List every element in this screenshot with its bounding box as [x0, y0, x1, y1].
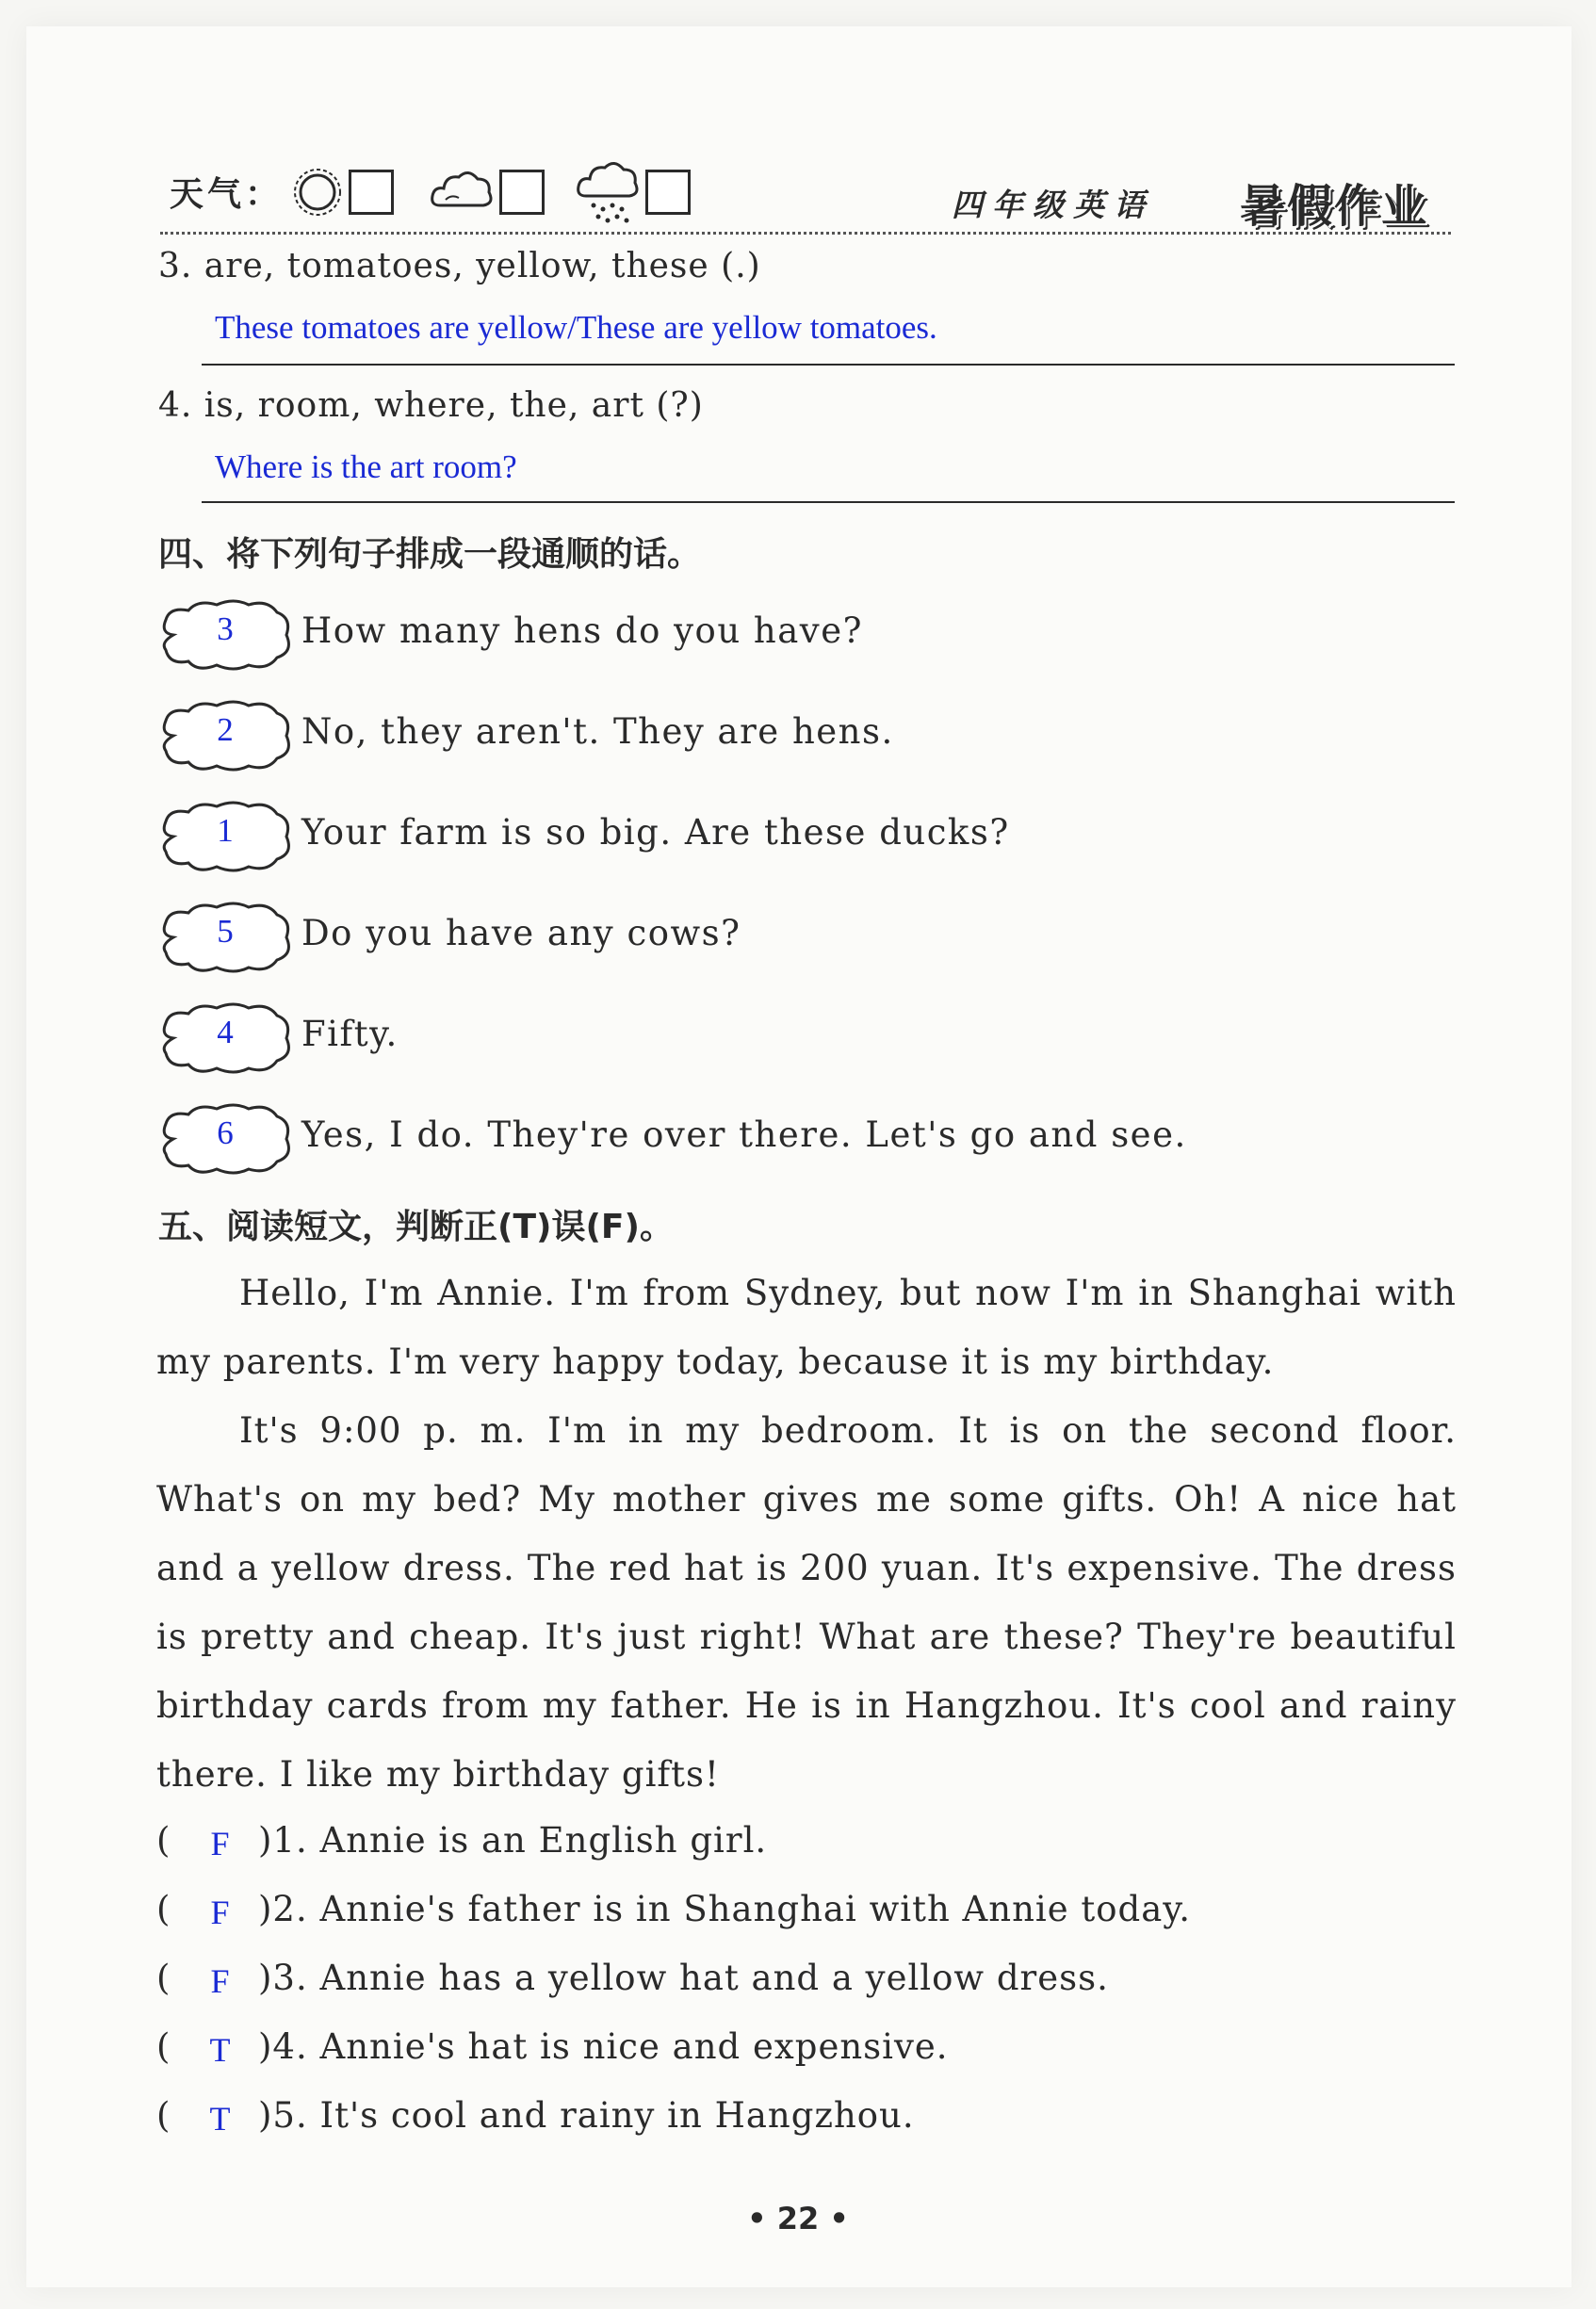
- cloud-icon: [429, 158, 497, 224]
- section-title: 四、将下列句子排成一段通顺的话。: [158, 535, 702, 574]
- order-number: 1: [217, 812, 234, 849]
- header-divider: [160, 232, 1451, 235]
- order-number: 2: [217, 711, 234, 748]
- question-prompt: 4. is, room, where, the, art (?): [158, 386, 704, 425]
- passage-paragraph: It's 9:00 p. m. I'm in my bedroom. It is on the second floor. What's on my bed? My mother gives me some gifts. Oh! A nice hat and a yellow dress. The red hat is 200 yuan. It's expensive. The dress is pretty and cheap. It's just right! What are these? They're beautiful birthday cards from my father. He is in Hangzhou. It's cool and rainy there. I like my birthday gifts!: [156, 1410, 1457, 1795]
- paren-open: (: [156, 1958, 171, 1998]
- reading-passage: [156, 1259, 1457, 1809]
- page-header: [170, 158, 1451, 234]
- answer-text: These tomatoes are yellow/These are yellow tomatoes.: [215, 309, 937, 346]
- order-sentence: Do you have any cows?: [301, 913, 741, 953]
- tf-statement: )2. Annie's father is in Shanghai with Annie today.: [258, 1889, 1192, 1929]
- rain-cloud-icon: [575, 158, 643, 228]
- order-number: 5: [217, 913, 234, 950]
- sun-icon: [287, 158, 348, 224]
- book-title: 暑假作业: [1240, 180, 1429, 233]
- question-prompt: 3. are, tomatoes, yellow, these (.): [158, 247, 761, 285]
- answer-line: [202, 501, 1455, 503]
- tf-answer[interactable]: F: [210, 1962, 231, 2000]
- order-number: 6: [217, 1114, 234, 1151]
- rainy-checkbox[interactable]: [645, 170, 691, 215]
- grade-subject: 四年级英语: [952, 187, 1154, 223]
- tf-answer[interactable]: F: [210, 1894, 231, 1931]
- tf-statement: )4. Annie's hat is nice and expensive.: [258, 2026, 949, 2067]
- order-sentence: Yes, I do. They're over there. Let's go and see.: [301, 1114, 1187, 1155]
- order-sentence: No, they aren't. They are hens.: [301, 711, 894, 752]
- tf-statement: )1. Annie is an English girl.: [258, 1820, 768, 1861]
- tf-statement: )5. It's cool and rainy in Hangzhou.: [258, 2095, 915, 2136]
- passage-paragraph: Hello, I'm Annie. I'm from Sydney, but now I'm in Shanghai with my parents. I'm very happy today, because it is my birthday.: [156, 1273, 1457, 1382]
- paren-open: (: [156, 1820, 171, 1861]
- order-sentence: Your farm is so big. Are these ducks?: [301, 812, 1010, 853]
- order-number: 3: [217, 610, 234, 647]
- section-title: 五、阅读短文，判断正(T)误(F)。: [158, 1208, 674, 1246]
- page-number: • 22 •: [747, 2201, 849, 2236]
- weather-label: 天气：: [170, 175, 284, 214]
- tf-statement: )3. Annie has a yellow hat and a yellow dress.: [258, 1958, 1109, 1998]
- paren-open: (: [156, 1889, 171, 1929]
- cloudy-checkbox[interactable]: [499, 170, 545, 215]
- sun-checkbox[interactable]: [349, 170, 394, 215]
- answer-text: Where is the art room?: [215, 448, 517, 485]
- order-sentence: Fifty.: [301, 1014, 399, 1054]
- paren-open: (: [156, 2095, 171, 2136]
- paren-open: (: [156, 2026, 171, 2067]
- answer-line: [202, 364, 1455, 366]
- order-sentence: How many hens do you have?: [301, 610, 863, 651]
- order-number: 4: [217, 1014, 234, 1050]
- tf-answer[interactable]: F: [210, 1825, 231, 1862]
- tf-answer[interactable]: T: [209, 2100, 232, 2138]
- tf-answer[interactable]: T: [209, 2031, 232, 2069]
